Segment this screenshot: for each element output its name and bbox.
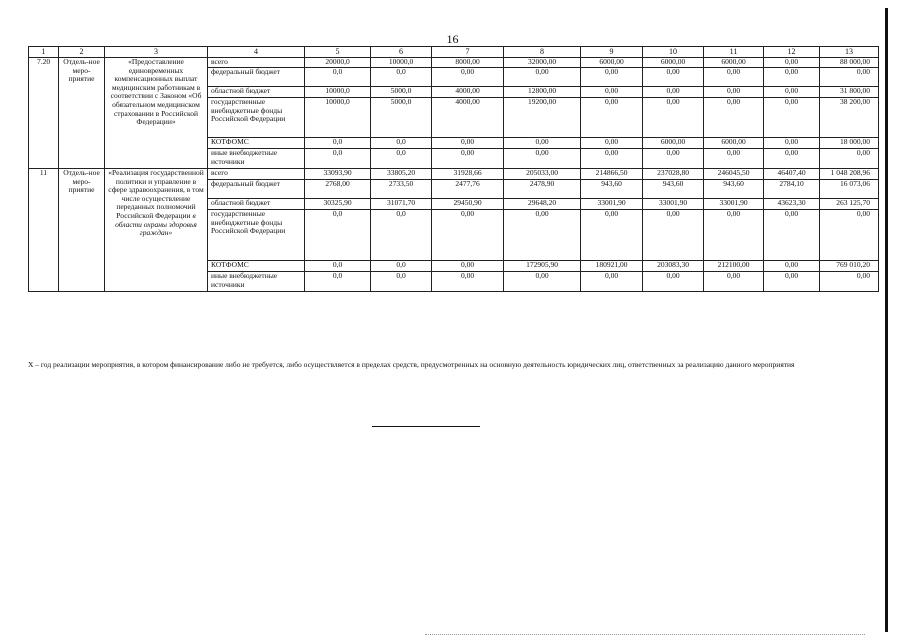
year-value: 0,00 [764,58,820,68]
footnote: Х – год реализации мероприятия, в котором финансирование либо не требуется, либо осуществляется в пределах средств, предусмотренных на основную деятельность юридических лиц, ответственных за реализацию данного мероприятия [28,360,795,369]
year-value: 0,0 [371,272,432,292]
year-value: 19200,00 [504,98,581,138]
year-value: 943,60 [581,180,643,199]
year-value: 943,60 [643,180,704,199]
year-value: 5000,0 [371,87,432,98]
year-value: 0,00 [643,68,704,87]
year-value: 0,00 [581,210,643,261]
year-value: 30325,90 [305,199,371,210]
year-value: 0,0 [371,210,432,261]
year-value: 237028,80 [643,169,704,180]
year-value: 0,00 [581,87,643,98]
year-value: 0,00 [504,210,581,261]
total-value: 0,00 [820,210,879,261]
year-value: 2733,50 [371,180,432,199]
year-value: 0,00 [432,210,504,261]
year-value: 0,00 [581,149,643,169]
column-header: 11 [704,47,764,58]
funding-source: КОТФОМС [208,138,305,149]
year-value: 6000,00 [704,138,764,149]
year-value: 246045,50 [704,169,764,180]
scan-artifact [425,634,865,636]
total-value: 263 125,70 [820,199,879,210]
year-value: 6000,00 [581,58,643,68]
year-value: 4000,00 [432,87,504,98]
year-value: 4000,00 [432,98,504,138]
total-value: 0,00 [820,149,879,169]
total-value: 18 000,00 [820,138,879,149]
year-value: 0,00 [643,98,704,138]
year-value: 6000,00 [643,138,704,149]
year-value: 0,00 [643,272,704,292]
year-value: 0,00 [764,149,820,169]
year-value: 10000,0 [371,58,432,68]
funding-source: иные внебюджетные источники [208,149,305,169]
year-value: 0,00 [704,87,764,98]
year-value: 0,0 [305,210,371,261]
year-value: 0,00 [704,210,764,261]
year-value: 2478,90 [504,180,581,199]
year-value: 2784,10 [764,180,820,199]
funding-source: федеральный бюджет [208,68,305,87]
year-value: 12800,00 [504,87,581,98]
total-value: 0,00 [820,272,879,292]
year-value: 214866,50 [581,169,643,180]
year-value: 0,00 [581,98,643,138]
year-value: 20000,0 [305,58,371,68]
year-value: 0,00 [581,68,643,87]
year-value: 0,0 [305,272,371,292]
funding-source: федеральный бюджет [208,180,305,199]
column-header: 4 [208,47,305,58]
funding-source: КОТФОМС [208,261,305,272]
year-value: 205033,00 [504,169,581,180]
total-value: 0,00 [820,68,879,87]
total-value: 88 000,00 [820,58,879,68]
year-value: 0,0 [305,149,371,169]
year-value: 6000,00 [704,58,764,68]
total-value: 769 010,20 [820,261,879,272]
column-header: 8 [504,47,581,58]
year-value: 10000,0 [305,98,371,138]
item-number: 11 [29,169,59,292]
year-value: 0,00 [581,138,643,149]
year-value: 32000,00 [504,58,581,68]
column-header: 5 [305,47,371,58]
year-value: 212100,00 [704,261,764,272]
year-value: 33093,90 [305,169,371,180]
column-header: 6 [371,47,432,58]
year-value: 0,00 [764,210,820,261]
page-number: 16 [446,32,459,46]
year-value: 5000,0 [371,98,432,138]
item-name-text: «Предоставление единовременных компенсационных выплат медицинским работникам в соответствии с Законом «Об обязательном медицинском страховании в Российской Федерации» [110,57,202,127]
year-value: 0,00 [764,68,820,87]
funding-source: областной бюджет [208,199,305,210]
year-value: 0,00 [704,98,764,138]
year-value: 29648,20 [504,199,581,210]
financing-table [28,46,879,292]
year-value: 33001,90 [704,199,764,210]
year-value: 0,0 [371,149,432,169]
item-name-text: «Реализация государственной политики и управление в сфере здравоохранения, в том числе осуществление переданных полномочий Российской Федерации [108,168,204,220]
table-header-row [29,47,879,58]
column-header: 13 [820,47,879,58]
year-value: 203083,30 [643,261,704,272]
page-edge-line [885,8,888,632]
year-value: 0,00 [504,149,581,169]
item-type: Отдель-ное меро-приятие [59,58,105,169]
year-value: 0,00 [764,261,820,272]
year-value: 2768,00 [305,180,371,199]
year-value: 33001,90 [643,199,704,210]
year-value: 0,00 [643,87,704,98]
year-value: 31071,70 [371,199,432,210]
year-value: 0,0 [305,261,371,272]
year-value: 0,0 [371,68,432,87]
year-value: 2477,76 [432,180,504,199]
total-value: 16 073,06 [820,180,879,199]
column-header: 9 [581,47,643,58]
year-value: 0,00 [581,272,643,292]
year-value: 0,00 [764,98,820,138]
funding-source: иные внебюджетные источники [208,272,305,292]
total-value: 38 200,00 [820,98,879,138]
year-value: 0,00 [704,68,764,87]
column-header: 10 [643,47,704,58]
funding-source: областной бюджет [208,87,305,98]
year-value: 0,00 [504,138,581,149]
year-value: 0,00 [432,138,504,149]
year-value: 33001,90 [581,199,643,210]
year-value: 8000,00 [432,58,504,68]
year-value: 0,0 [305,68,371,87]
item-name [105,169,208,292]
column-header: 2 [59,47,105,58]
year-value: 0,00 [432,272,504,292]
year-value: 0,00 [504,272,581,292]
column-header: 1 [29,47,59,58]
item-name [105,58,208,169]
year-value: 0,00 [643,210,704,261]
item-number: 7.20 [29,58,59,169]
year-value: 43623,30 [764,199,820,210]
year-value: 0,00 [432,261,504,272]
year-value: 31928,66 [432,169,504,180]
year-value: 0,00 [764,138,820,149]
funding-source: всего [208,58,305,68]
year-value: 33805,20 [371,169,432,180]
year-value: 0,0 [305,138,371,149]
year-value: 172905,90 [504,261,581,272]
item-type: Отдель-ное меро-приятие [59,169,105,292]
year-value: 0,00 [432,68,504,87]
funding-source: государственные внебюджетные фонды Российской Федерации [208,98,305,138]
funding-source: всего [208,169,305,180]
year-value: 0,00 [764,87,820,98]
year-value: 0,0 [371,138,432,149]
total-value: 31 800,00 [820,87,879,98]
year-value: 6000,00 [643,58,704,68]
column-header: 3 [105,47,208,58]
year-value: 10000,0 [305,87,371,98]
funding-source: государственные внебюджетные фонды Российской Федерации [208,210,305,261]
total-value: 1 048 208,96 [820,169,879,180]
year-value: 180921,00 [581,261,643,272]
item-name-italic: в области охраны здоровья граждан» [115,210,197,238]
end-rule [372,426,480,427]
year-value: 0,00 [704,272,764,292]
year-value: 0,00 [504,68,581,87]
year-value: 0,00 [432,149,504,169]
table-row [29,58,879,68]
year-value: 0,00 [764,272,820,292]
year-value: 0,00 [704,149,764,169]
column-header: 7 [432,47,504,58]
year-value: 0,0 [371,261,432,272]
column-header: 12 [764,47,820,58]
year-value: 943,60 [704,180,764,199]
year-value: 46407,40 [764,169,820,180]
table-row [29,169,879,180]
year-value: 0,00 [643,149,704,169]
year-value: 29450,90 [432,199,504,210]
